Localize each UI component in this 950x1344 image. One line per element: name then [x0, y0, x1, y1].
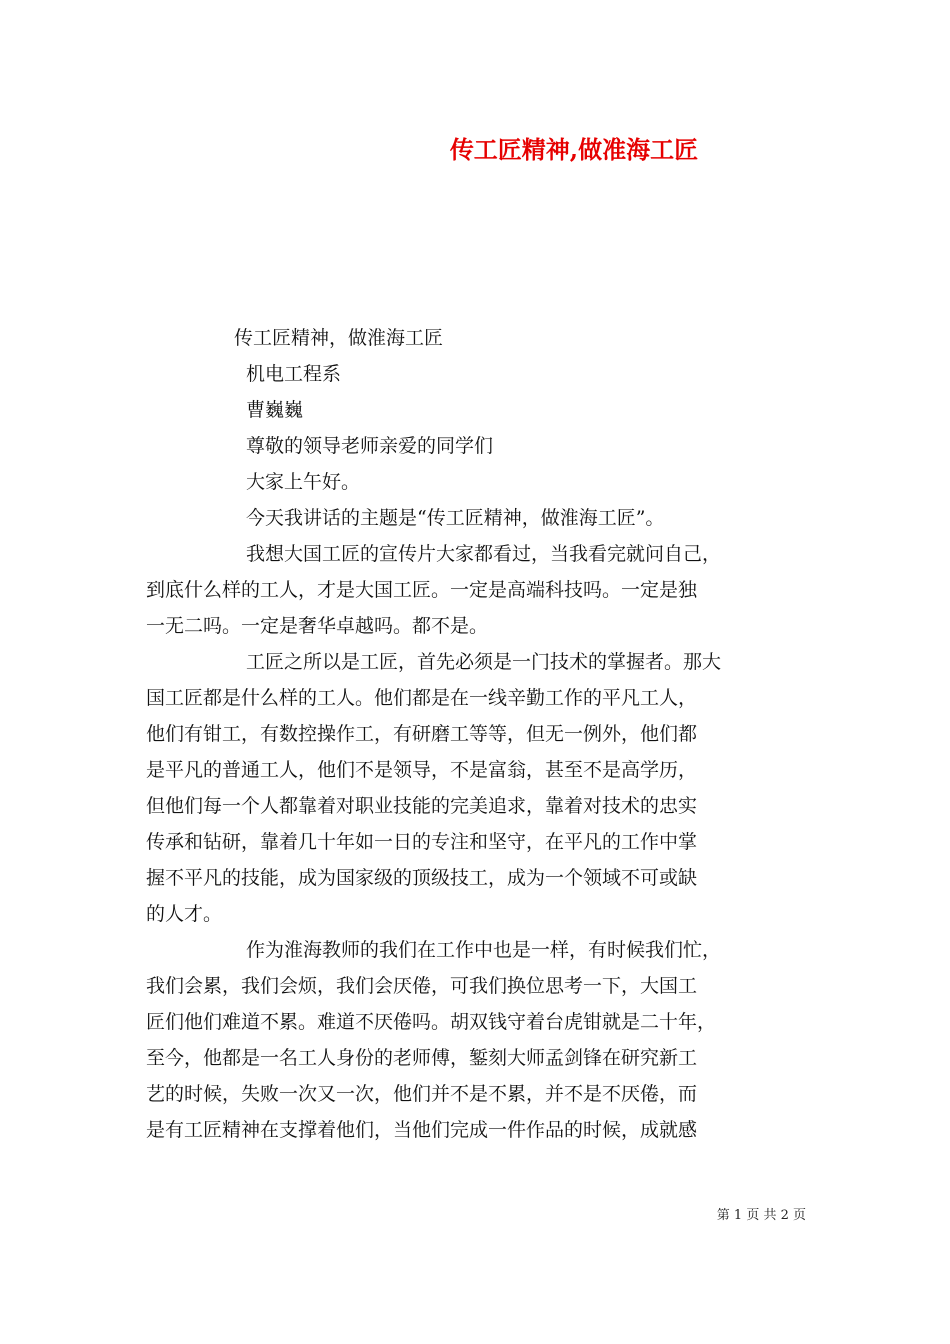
paragraph-line: 国工匠都是什么样的工人。他们都是在一线辛勤工作的平凡工人， [146, 687, 698, 709]
topic-line: 今天我讲话的主题是“传工匠精神，做淮海工匠”。 [246, 507, 665, 529]
page-number: 第 1 页 共 2 页 [716, 1208, 806, 1223]
department: 机电工程系 [246, 363, 342, 385]
page-title: 传工匠精神,做准海工匠 [449, 135, 699, 164]
paragraph-line: 的人才。 [146, 903, 223, 925]
paragraph-line: 他们有钳工，有数控操作工，有研磨工等等，但无一例外，他们都 [146, 723, 698, 745]
paragraph-line: 匠们他们难道不累。难道不厌倦吗。胡双钱守着台虎钳就是二十年， [146, 1011, 717, 1033]
document-body [146, 320, 810, 1148]
paragraph-line: 我想大国工匠的宣传片大家都看过，当我看完就问自己， [246, 543, 722, 565]
greeting: 尊敬的领导老师亲爱的同学们 [246, 435, 494, 457]
paragraph-line: 但他们每一个人都靠着对职业技能的完美追求，靠着对技术的忠实 [146, 795, 698, 817]
paragraph-line: 作为淮海教师的我们在工作中也是一样，有时候我们忙， [246, 939, 722, 961]
paragraph-line: 是有工匠精神在支撑着他们，当他们完成一件作品的时候，成就感 [146, 1119, 698, 1141]
speaker-name: 曹巍巍 [246, 399, 304, 421]
paragraph-line: 是平凡的普通工人，他们不是领导，不是富翁，甚至不是高学历， [146, 759, 698, 781]
paragraph-line: 一无二吗。一定是奢华卓越吗。都不是。 [146, 615, 489, 637]
paragraph-line: 握不平凡的技能，成为国家级的顶级技工，成为一个领域不可或缺 [146, 867, 698, 889]
greeting-line: 大家上午好。 [246, 471, 361, 493]
paragraph-line: 工匠之所以是工匠，首先必须是一门技术的掌握者。那大 [246, 651, 722, 673]
paragraph-line: 到底什么样的工人，才是大国工匠。一定是高端科技吗。一定是独 [146, 579, 698, 601]
speech-title: 传工匠精神，做淮海工匠 [234, 327, 444, 349]
paragraph-line: 艺的时候，失败一次又一次，他们并不是不累，并不是不厌倦，而 [146, 1083, 698, 1105]
paragraph-line: 至今，他都是一名工人身份的老师傅，錾刻大师孟剑锋在研究新工 [146, 1047, 698, 1069]
paragraph-line: 我们会累，我们会烦，我们会厌倦，可我们换位思考一下，大国工 [146, 975, 698, 997]
paragraph-line: 传承和钻研，靠着几十年如一日的专注和坚守，在平凡的工作中掌 [146, 831, 698, 853]
